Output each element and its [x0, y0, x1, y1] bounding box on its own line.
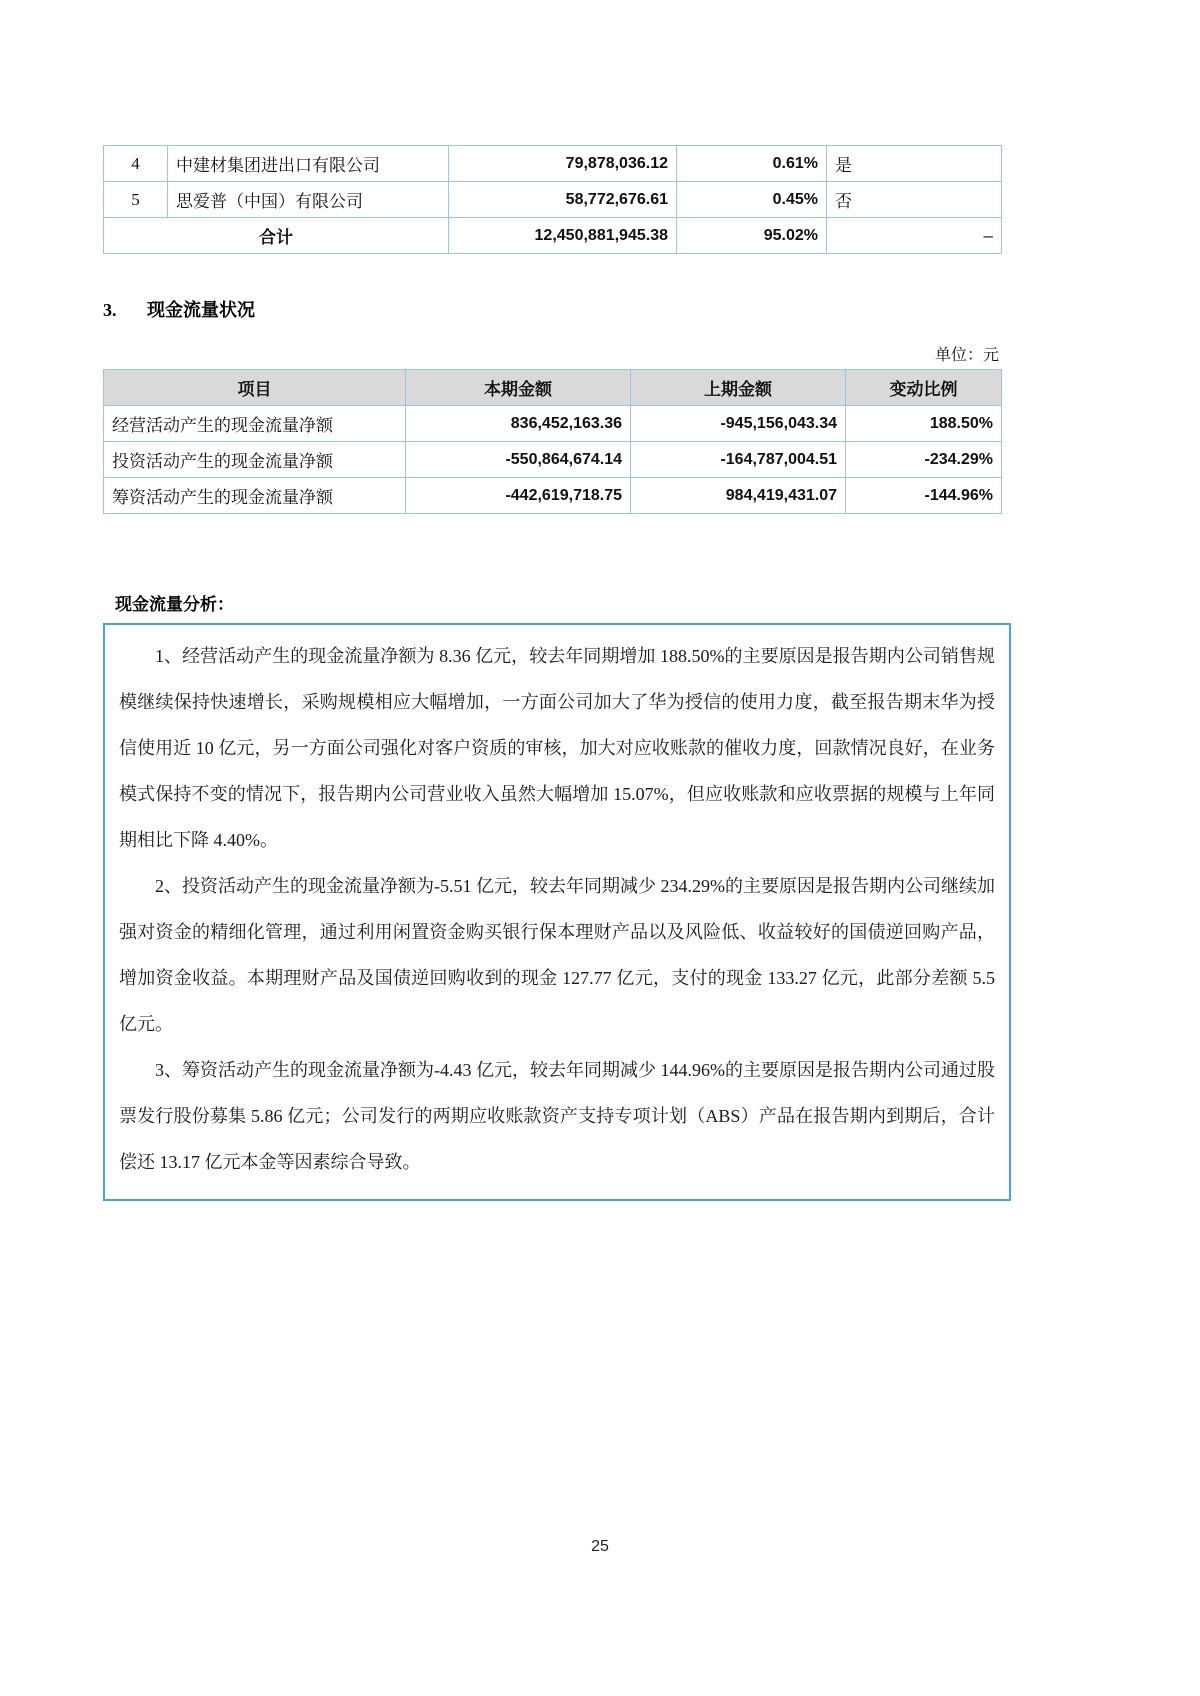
item-cell: 筹资活动产生的现金流量净额	[104, 478, 406, 514]
item-cell: 经营活动产生的现金流量净额	[104, 406, 406, 442]
percent-cell: 0.61%	[677, 146, 827, 182]
company-name-cell: 思爱普（中国）有限公司	[168, 182, 449, 218]
section-heading	[103, 296, 1001, 322]
page-number: 25	[591, 1538, 609, 1555]
header-previous-amount: 上期金额	[631, 370, 846, 406]
flag-cell: 否	[827, 182, 1002, 218]
item-cell: 投资活动产生的现金流量净额	[104, 442, 406, 478]
table-row	[104, 182, 1002, 218]
cashflow-row-financing	[104, 478, 1002, 514]
cashflow-header-row	[104, 370, 1002, 406]
header-item: 项目	[104, 370, 406, 406]
header-current-amount: 本期金额	[406, 370, 631, 406]
analysis-paragraph-2: 2、投资活动产生的现金流量净额为-5.51 亿元，较去年同期减少 234.29%的主要原因是报告期内公司继续加强对资金的精细化管理，通过利用闲置资金购买银行保本理财产品以及风险低、收益较好的国债逆回购产品，增加资金收益。本期理财产品及国债逆回购收到的现金 127.77 亿元，支付的现金 133.27 亿元，此部分差额 5.5 亿元。	[119, 876, 995, 1034]
cashflow-table	[103, 369, 1002, 514]
analysis-heading: 现金流量分析：	[115, 595, 234, 614]
company-name-cell: 中建材集团进出口有限公司	[168, 146, 449, 182]
analysis-paragraph-1: 1、经营活动产生的现金流量净额为 8.36 亿元，较去年同期增加 188.50%的主要原因是报告期内公司销售规模继续保持快速增长，采购规模相应大幅增加，一方面公司加大了华为授信的使用力度，截至报告期末华为授信使用近 10 亿元，另一方面公司强化对客户资质的审核，加大对应收账款的催收力度，回款情况良好，在业务模式保持不变的情况下，报告期内公司营业收入虽然大幅增加 15.07%，但应收账款和应收票据的规模与上年同期相比下降 4.40%。	[119, 646, 995, 850]
previous-amount-cell: -164,787,004.51	[631, 442, 846, 478]
amount-cell: 58,772,676.61	[449, 182, 677, 218]
total-flag-cell: –	[827, 218, 1002, 254]
analysis-box	[103, 623, 1011, 1201]
content-area	[103, 0, 1001, 1201]
previous-amount-cell: -945,156,043.34	[631, 406, 846, 442]
header-change-ratio: 变动比例	[846, 370, 1002, 406]
current-amount-cell: -442,619,718.75	[406, 478, 631, 514]
current-amount-cell: -550,864,674.14	[406, 442, 631, 478]
section-number: 3.	[103, 300, 117, 320]
previous-amount-cell: 984,419,431.07	[631, 478, 846, 514]
amount-cell: 79,878,036.12	[449, 146, 677, 182]
top-suppliers-table	[103, 145, 1002, 254]
analysis-paragraph-3: 3、筹资活动产生的现金流量净额为-4.43 亿元，较去年同期减少 144.96%的主要原因是报告期内公司通过股票发行股份募集 5.86 亿元；公司发行的两期应收账款资产支持专项计划（ABS）产品在报告期内到期后，合计偿还 13.17 亿元本金等因素综合导致。	[119, 1060, 995, 1172]
percent-cell: 0.45%	[677, 182, 827, 218]
cashflow-row-operating	[104, 406, 1002, 442]
total-row	[104, 218, 1002, 254]
current-amount-cell: 836,452,163.36	[406, 406, 631, 442]
rank-cell: 5	[104, 182, 168, 218]
total-label-cell: 合计	[104, 218, 449, 254]
change-ratio-cell: -234.29%	[846, 442, 1002, 478]
table-row	[104, 146, 1002, 182]
flag-cell: 是	[827, 146, 1002, 182]
total-percent-cell: 95.02%	[677, 218, 827, 254]
section-title: 现金流量状况	[147, 300, 255, 320]
change-ratio-cell: -144.96%	[846, 478, 1002, 514]
change-ratio-cell: 188.50%	[846, 406, 1002, 442]
total-amount-cell: 12,450,881,945.38	[449, 218, 677, 254]
rank-cell: 4	[104, 146, 168, 182]
unit-label: 单位：元	[934, 347, 999, 364]
cashflow-row-investing	[104, 442, 1002, 478]
